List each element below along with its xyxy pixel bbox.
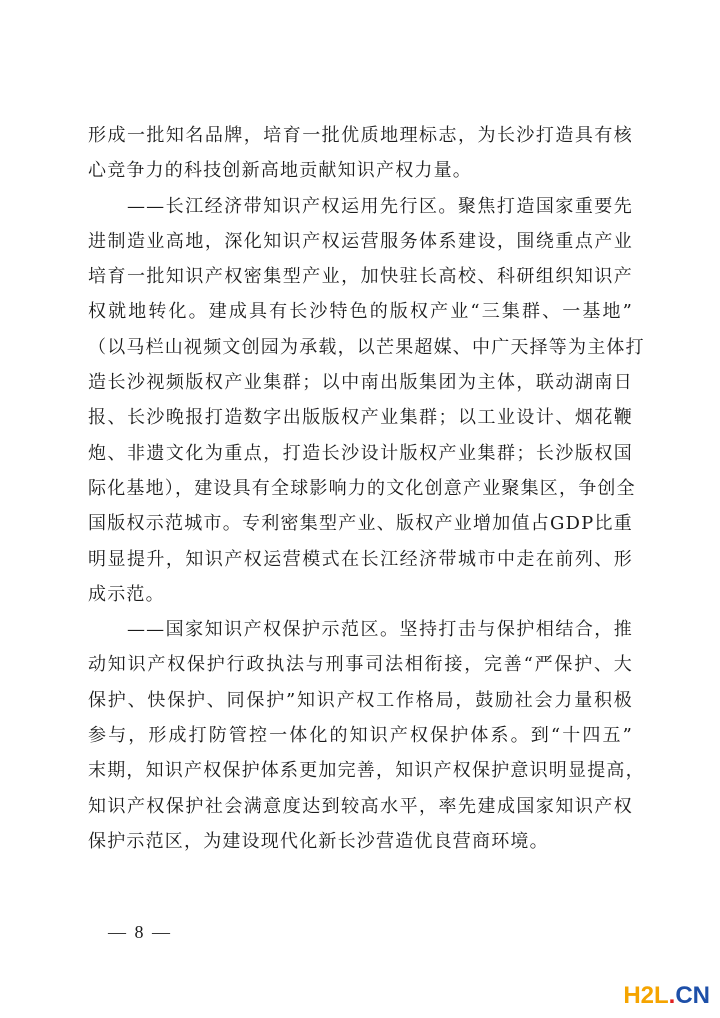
- text-line: 国版权示范城市。专利密集型产业、版权产业增加值占GDP比重: [88, 513, 633, 535]
- watermark-cn: CN: [675, 982, 710, 1009]
- text-line: 末期，知识产权保护体系更加完善，知识产权保护意识明显提高，: [88, 760, 645, 782]
- watermark-dot: .: [668, 982, 676, 1009]
- text-line: 形成一批知名品牌，培育一批优质地理标志，为长沙打造具有核: [88, 125, 633, 146]
- text-line: （以马栏山视频文创园为承载，以芒果超媒、中广天择等为主体打: [88, 336, 645, 358]
- watermark-h2l: H2L: [623, 982, 669, 1009]
- body-text: [88, 118, 645, 859]
- text-line: ——国家知识产权保护示范区。坚持打击与保护相结合，推: [88, 619, 633, 641]
- text-line: 炮、非遗文化为重点，打造长沙设计版权产业集群；长沙版权国: [88, 442, 633, 464]
- text-line: 际化基地），建设具有全球影响力的文化创意产业聚集区，争创全: [88, 477, 636, 499]
- text-line: 知识产权保护社会满意度达到较高水平，率先建成国家知识产权: [88, 795, 633, 817]
- text-line: ——长江经济带知识产权运用先行区。聚焦打造国家重要先: [88, 195, 633, 217]
- watermark-logo: [623, 982, 710, 1010]
- text-line: 造长沙视频版权产业集群；以中南出版集团为主体，联动湖南日: [88, 372, 633, 394]
- text-line: 保护示范区，为建设现代化新长沙营造优良营商环境。: [88, 830, 549, 852]
- text-line: 权就地转化。建成具有长沙特色的版权产业“三集群、一基地”: [88, 301, 633, 323]
- text-line: 动知识产权保护行政执法与刑事司法相衔接，完善“严保护、大: [88, 654, 633, 676]
- text-line: 成示范。: [88, 583, 165, 605]
- page-number: — 8 —: [108, 922, 172, 942]
- text-line: 培育一批知识产权密集型产业，加快驻长高校、科研组织知识产: [88, 266, 633, 288]
- text-line: 心竞争力的科技创新高地贡献知识产权力量。: [88, 160, 472, 182]
- text-line: 参与，形成打防管控一体化的知识产权保护体系。到“十四五”: [88, 725, 633, 747]
- text-line: 保护、快保护、同保护”知识产权工作格局，鼓励社会力量积极: [88, 689, 633, 711]
- text-line: 进制造业高地，深化知识产权运营服务体系建设，围绕重点产业: [88, 230, 633, 252]
- text-line: 报、长沙晚报打造数字出版版权产业集群；以工业设计、烟花鞭: [88, 407, 633, 429]
- text-line: 明显提升，知识产权运营模式在长江经济带城市中走在前列、形: [88, 548, 633, 570]
